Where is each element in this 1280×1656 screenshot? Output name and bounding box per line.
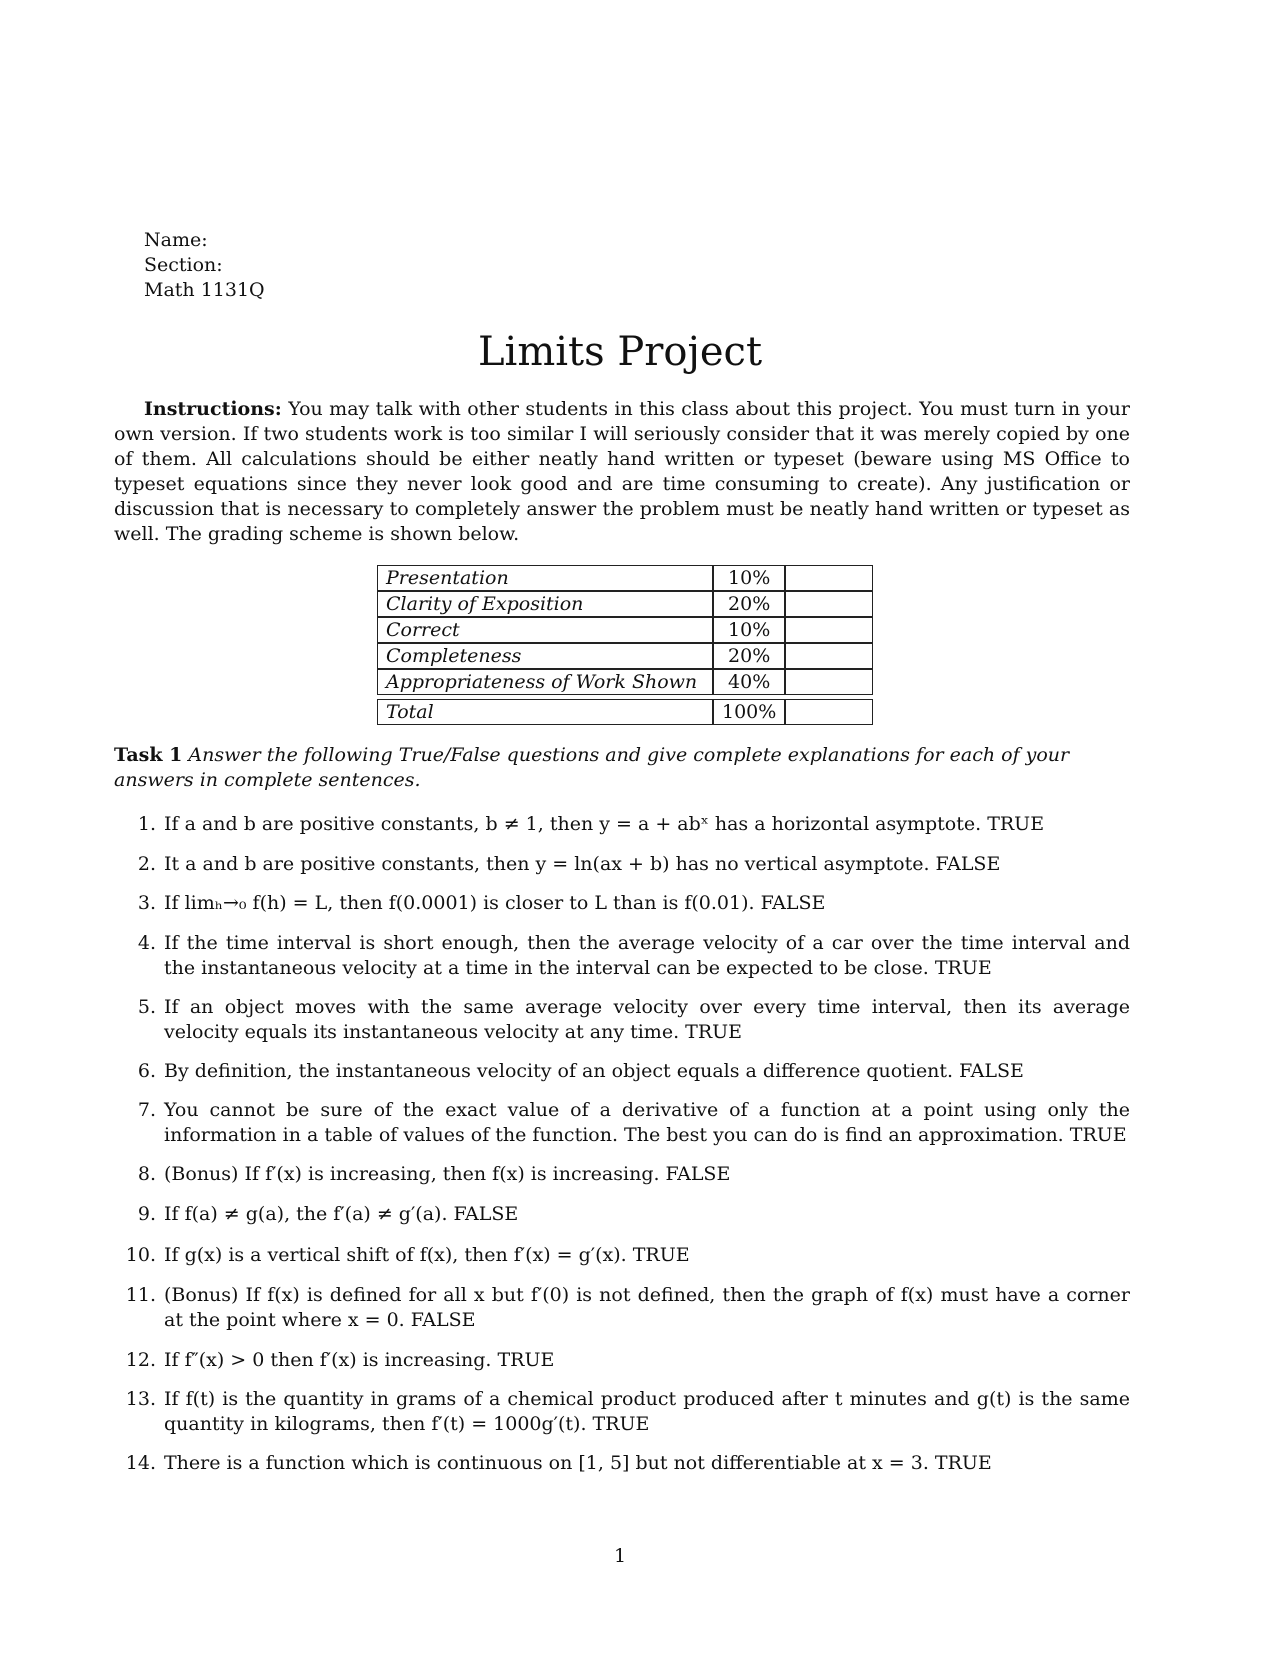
grading-row [377, 565, 873, 591]
question-number: 11. [125, 1284, 156, 1306]
question-list [120, 812, 1130, 1476]
instructions-text: You may talk with other students in this class about this project. You must turn in your own version. If two students work is too similar I will seriously consider that it was merely copied by one of them. All calculations should be either neatly hand written or typeset (beware using MS Office to typeset equations since they never look good and are time consuming to create). Any justification or discussion that is necessary to completely answer the problem must be neatly hand written or typeset as well. The grading scheme is shown below. [114, 398, 1130, 545]
grading-scheme-table [377, 565, 873, 725]
grading-row [377, 591, 873, 617]
question-text: If a and b are positive constants, b ≠ 1, then y = a + abˣ has a horizontal asymptote. TRUE [164, 813, 1045, 835]
grading-total-label: Total [377, 699, 713, 725]
grading-total-row [377, 699, 873, 725]
student-header [144, 228, 265, 303]
question-text: If limₕ→₀ f(h) = L, then f(0.0001) is closer to L than is f(0.01). FALSE [164, 892, 826, 914]
question-number: 12. [125, 1349, 156, 1371]
name-label: Name: [144, 229, 208, 251]
question-number: 13. [125, 1388, 156, 1410]
question-number: 9. [137, 1203, 156, 1225]
grading-score-cell [785, 643, 873, 669]
task-label: Task 1 [114, 744, 183, 766]
list-item [120, 1059, 1130, 1084]
grading-total-score-cell [785, 699, 873, 725]
instructions-paragraph [114, 397, 1130, 547]
list-item [120, 1243, 1130, 1268]
list-item [120, 995, 1130, 1045]
list-item [120, 931, 1130, 981]
question-number: 4. [137, 932, 156, 954]
question-text: If g(x) is a vertical shift of f(x), then f′(x) = g′(x). TRUE [164, 1244, 690, 1266]
grading-criterion: Correct [377, 617, 713, 643]
list-item [120, 812, 1130, 837]
list-item [120, 1387, 1130, 1437]
grading-criterion: Clarity of Exposition [377, 591, 713, 617]
grading-row [377, 617, 873, 643]
question-number: 6. [137, 1060, 156, 1082]
question-number: 14. [125, 1452, 156, 1474]
grading-weight: 20% [713, 591, 785, 617]
question-number: 8. [137, 1163, 156, 1185]
question-number: 2. [137, 853, 156, 875]
grading-weight: 40% [713, 669, 785, 695]
question-text: It a and b are positive constants, then y = ln(ax + b) has no vertical asymptote. FALSE [164, 853, 1001, 875]
grading-score-cell [785, 591, 873, 617]
grading-score-cell [785, 617, 873, 643]
question-number: 1. [137, 813, 156, 835]
grading-criterion: Appropriateness of Work Shown [377, 669, 713, 695]
question-text: By definition, the instantaneous velocity of an object equals a difference quotient. FALSE [164, 1060, 1024, 1082]
grading-total-weight: 100% [713, 699, 785, 725]
question-number: 7. [137, 1099, 156, 1121]
grading-row [377, 669, 873, 695]
grading-weight: 20% [713, 643, 785, 669]
question-number: 5. [137, 996, 156, 1018]
grading-weight: 10% [713, 565, 785, 591]
question-number: 3. [137, 892, 156, 914]
question-text: (Bonus) If f′(x) is increasing, then f(x) is increasing. FALSE [164, 1163, 731, 1185]
section-label: Section: [144, 254, 223, 276]
list-item [120, 1451, 1130, 1476]
question-text: (Bonus) If f(x) is defined for all x but f′(0) is not defined, then the graph of f(x) must have a corner at the point where x = 0. FALSE [164, 1284, 1130, 1331]
grading-score-cell [785, 565, 873, 591]
question-number: 10. [125, 1244, 156, 1266]
course-label: Math 1131Q [144, 279, 265, 301]
page-number: 1 [613, 1545, 627, 1567]
question-text: If an object moves with the same average velocity over every time interval, then its average velocity equals its instantaneous velocity at any time. TRUE [164, 996, 1130, 1043]
list-item [120, 1202, 1130, 1227]
question-text: If f(a) ≠ g(a), the f′(a) ≠ g′(a). FALSE [164, 1203, 519, 1225]
list-item [120, 1098, 1130, 1148]
list-item [120, 852, 1130, 877]
task-heading [114, 743, 1130, 793]
list-item [120, 891, 1130, 916]
grading-score-cell [785, 669, 873, 695]
question-text: You cannot be sure of the exact value of a derivative of a function at a point using only the information in a table of values of the function. The best you can do is find an approximation. TRUE [164, 1099, 1130, 1146]
instructions-label: Instructions: [144, 398, 282, 420]
page-title: Limits Project [477, 329, 763, 375]
question-text: If the time interval is short enough, then the average velocity of a car over the time interval and the instantaneous velocity at a time in the interval can be expected to be close. TRUE [164, 932, 1130, 979]
question-text: There is a function which is continuous on [1, 5] but not differentiable at x = 3. TRUE [164, 1452, 992, 1474]
grading-weight: 10% [713, 617, 785, 643]
grading-row [377, 643, 873, 669]
task-text: Answer the following True/False questions and give complete explanations for each of your answers in complete sentences. [114, 744, 1070, 791]
list-item [120, 1283, 1130, 1333]
list-item [120, 1348, 1130, 1373]
question-text: If f(t) is the quantity in grams of a chemical product produced after t minutes and g(t) is the same quantity in kilograms, then f′(t) = 1000g′(t). TRUE [164, 1388, 1130, 1435]
grading-criterion: Completeness [377, 643, 713, 669]
question-text: If f″(x) > 0 then f′(x) is increasing. TRUE [164, 1349, 555, 1371]
list-item [120, 1162, 1130, 1187]
grading-criterion: Presentation [377, 565, 713, 591]
